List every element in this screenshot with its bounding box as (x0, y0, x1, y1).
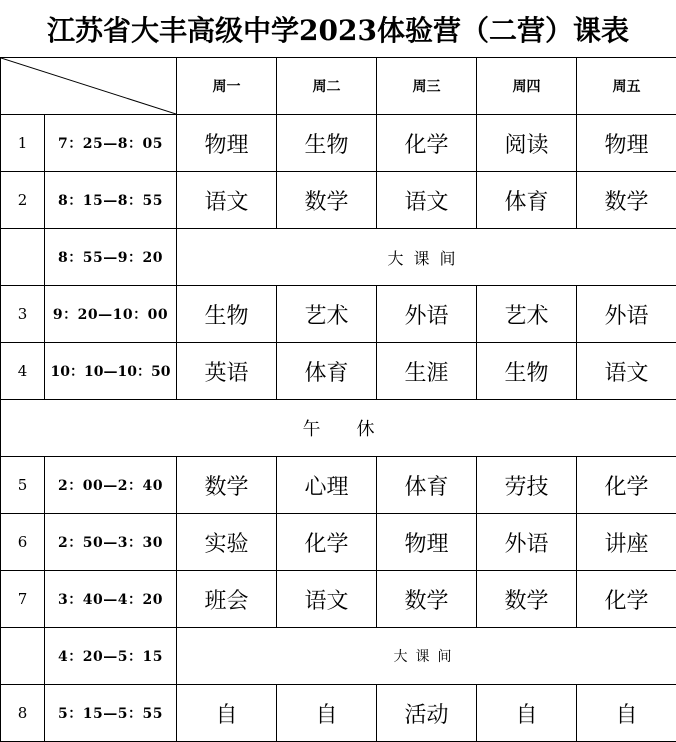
subject-cell: 阅读 (477, 115, 577, 172)
day-header-fri: 周五 (577, 58, 676, 115)
period-number (1, 229, 45, 286)
subject-cell: 化学 (377, 115, 477, 172)
subject-cell: 生物 (477, 343, 577, 400)
lunch-break-label (1, 400, 676, 457)
subject-cell: 数学 (377, 571, 477, 628)
break-row (1, 229, 676, 286)
subject-cell: 生物 (277, 115, 377, 172)
subject-cell: 自 (277, 685, 377, 742)
period-row (1, 571, 676, 628)
lunch-char: 午 (302, 419, 321, 440)
subject-cell: 体育 (477, 172, 577, 229)
period-row (1, 514, 676, 571)
period-number: 2 (1, 172, 45, 229)
day-header-thu: 周四 (477, 58, 577, 115)
diagonal-line (1, 58, 176, 114)
subject-cell: 体育 (377, 457, 477, 514)
page-title: 江苏省大丰高级中学2023体验营（二营）课表 (47, 14, 629, 47)
period-row (1, 343, 676, 400)
subject-cell: 实验 (177, 514, 277, 571)
subject-cell: 物理 (577, 115, 676, 172)
subject-cell: 生涯 (377, 343, 477, 400)
subject-cell: 自 (577, 685, 676, 742)
break-label: 大课间 (177, 628, 676, 685)
subject-cell: 语文 (177, 172, 277, 229)
period-number: 6 (1, 514, 45, 571)
subject-cell: 数学 (577, 172, 676, 229)
period-number: 7 (1, 571, 45, 628)
period-row (1, 115, 676, 172)
period-time: 8：55—9：20 (45, 229, 177, 286)
period-row (1, 286, 676, 343)
subject-cell: 生物 (177, 286, 277, 343)
period-time: 4：20—5：15 (45, 628, 177, 685)
period-time: 2：00—2：40 (45, 457, 177, 514)
period-time: 9：20—10：00 (45, 286, 177, 343)
break-row (1, 628, 676, 685)
period-number (1, 628, 45, 685)
period-time: 8：15—8：55 (45, 172, 177, 229)
corner-diagonal-cell (1, 58, 177, 115)
subject-cell: 英语 (177, 343, 277, 400)
subject-cell: 化学 (577, 457, 676, 514)
subject-cell: 物理 (177, 115, 277, 172)
break-label: 大课间 (177, 229, 676, 286)
lunch-row (1, 400, 676, 457)
subject-cell: 外语 (377, 286, 477, 343)
subject-cell: 艺术 (277, 286, 377, 343)
period-row (1, 685, 676, 742)
subject-cell: 自 (477, 685, 577, 742)
subject-cell: 外语 (477, 514, 577, 571)
subject-cell: 化学 (577, 571, 676, 628)
subject-cell: 心理 (277, 457, 377, 514)
subject-cell: 语文 (577, 343, 676, 400)
period-time: 3：40—4：20 (45, 571, 177, 628)
period-time: 5：15—5：55 (45, 685, 177, 742)
subject-cell: 语文 (377, 172, 477, 229)
period-number: 8 (1, 685, 45, 742)
subject-cell: 讲座 (577, 514, 676, 571)
period-time: 10：10—10：50 (45, 343, 177, 400)
subject-cell: 外语 (577, 286, 676, 343)
period-row (1, 172, 676, 229)
subject-cell: 化学 (277, 514, 377, 571)
period-row (1, 457, 676, 514)
period-time: 7：25—8：05 (45, 115, 177, 172)
period-time: 2：50—3：30 (45, 514, 177, 571)
subject-cell: 语文 (277, 571, 377, 628)
schedule-table (0, 57, 676, 742)
subject-cell: 体育 (277, 343, 377, 400)
day-header-mon: 周一 (177, 58, 277, 115)
period-number: 3 (1, 286, 45, 343)
subject-cell: 活动 (377, 685, 477, 742)
period-number: 1 (1, 115, 45, 172)
subject-cell: 劳技 (477, 457, 577, 514)
subject-cell: 物理 (377, 514, 477, 571)
header-row (1, 58, 676, 115)
period-number: 4 (1, 343, 45, 400)
subject-cell: 艺术 (477, 286, 577, 343)
subject-cell: 班会 (177, 571, 277, 628)
day-header-wed: 周三 (377, 58, 477, 115)
period-number: 5 (1, 457, 45, 514)
lunch-char: 休 (356, 419, 375, 440)
subject-cell: 数学 (477, 571, 577, 628)
subject-cell: 数学 (177, 457, 277, 514)
day-header-tue: 周二 (277, 58, 377, 115)
subject-cell: 数学 (277, 172, 377, 229)
subject-cell: 自 (177, 685, 277, 742)
